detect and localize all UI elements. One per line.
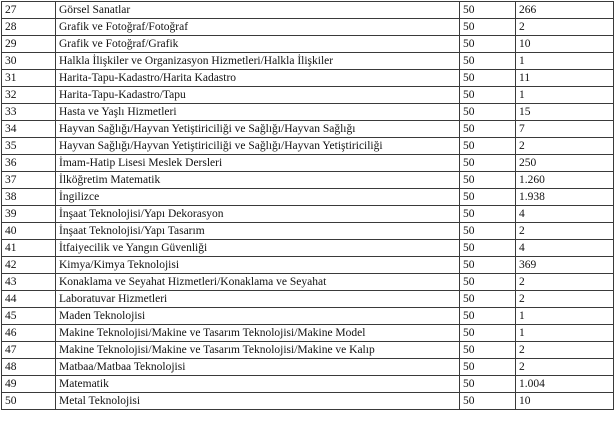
program-name: İngilizce <box>56 189 460 206</box>
program-name: İnşaat Teknolojisi/Yapı Dekorasyon <box>56 206 460 223</box>
count-value: 4 <box>516 240 614 257</box>
count-value: 4 <box>516 206 614 223</box>
quota-value: 50 <box>460 223 516 240</box>
program-name: Halkla İlişkiler ve Organizasyon Hizmetleri/Halkla İlişkiler <box>56 53 460 70</box>
table-row <box>2 155 614 172</box>
count-value: 2 <box>516 274 614 291</box>
program-name: Grafik ve Fotoğraf/Fotoğraf <box>56 19 460 36</box>
quota-value: 50 <box>460 206 516 223</box>
program-name: Grafik ve Fotoğraf/Grafik <box>56 36 460 53</box>
table-row <box>2 121 614 138</box>
program-name: Metal Teknolojisi <box>56 393 460 410</box>
quota-value: 50 <box>460 325 516 342</box>
table-row <box>2 206 614 223</box>
program-name: Makine Teknolojisi/Makine ve Tasarım Teknolojisi/Makine Model <box>56 325 460 342</box>
table-row <box>2 376 614 393</box>
quota-value: 50 <box>460 138 516 155</box>
count-value: 2 <box>516 19 614 36</box>
table-row <box>2 87 614 104</box>
table-row <box>2 393 614 410</box>
program-name: Hayvan Sağlığı/Hayvan Yetiştiriciliği ve Sağlığı/Hayvan Yetiştiriciliği <box>56 138 460 155</box>
quota-value: 50 <box>460 2 516 19</box>
table-row <box>2 308 614 325</box>
count-value: 1.260 <box>516 172 614 189</box>
count-value: 2 <box>516 342 614 359</box>
quota-value: 50 <box>460 53 516 70</box>
table-row <box>2 325 614 342</box>
count-value: 10 <box>516 36 614 53</box>
row-number: 39 <box>2 206 56 223</box>
quota-value: 50 <box>460 274 516 291</box>
quota-value: 50 <box>460 36 516 53</box>
quota-value: 50 <box>460 359 516 376</box>
quota-value: 50 <box>460 189 516 206</box>
table-row <box>2 53 614 70</box>
table-row <box>2 172 614 189</box>
table-row <box>2 274 614 291</box>
row-number: 36 <box>2 155 56 172</box>
table-row <box>2 104 614 121</box>
table-row <box>2 342 614 359</box>
row-number: 30 <box>2 53 56 70</box>
row-number: 34 <box>2 121 56 138</box>
quota-value: 50 <box>460 393 516 410</box>
count-value: 7 <box>516 121 614 138</box>
row-number: 33 <box>2 104 56 121</box>
row-number: 31 <box>2 70 56 87</box>
row-number: 49 <box>2 376 56 393</box>
program-name: İtfaiyecilik ve Yangın Güvenliği <box>56 240 460 257</box>
row-number: 38 <box>2 189 56 206</box>
table-row <box>2 36 614 53</box>
count-value: 2 <box>516 138 614 155</box>
program-name: Laboratuvar Hizmetleri <box>56 291 460 308</box>
quota-value: 50 <box>460 70 516 87</box>
quota-value: 50 <box>460 155 516 172</box>
count-value: 1 <box>516 87 614 104</box>
program-name: Görsel Sanatlar <box>56 2 460 19</box>
row-number: 32 <box>2 87 56 104</box>
count-value: 10 <box>516 393 614 410</box>
table-row <box>2 70 614 87</box>
count-value: 2 <box>516 291 614 308</box>
quota-value: 50 <box>460 257 516 274</box>
program-name: Hayvan Sağlığı/Hayvan Yetiştiriciliği ve Sağlığı/Hayvan Sağlığı <box>56 121 460 138</box>
count-value: 1.938 <box>516 189 614 206</box>
program-name: Hasta ve Yaşlı Hizmetleri <box>56 104 460 121</box>
quota-value: 50 <box>460 104 516 121</box>
row-number: 41 <box>2 240 56 257</box>
row-number: 50 <box>2 393 56 410</box>
table-row <box>2 189 614 206</box>
program-name: İlköğretim Matematik <box>56 172 460 189</box>
program-name: Maden Teknolojisi <box>56 308 460 325</box>
count-value: 1 <box>516 308 614 325</box>
row-number: 44 <box>2 291 56 308</box>
row-number: 46 <box>2 325 56 342</box>
program-name: İmam-Hatip Lisesi Meslek Dersleri <box>56 155 460 172</box>
row-number: 42 <box>2 257 56 274</box>
row-number: 40 <box>2 223 56 240</box>
table-row <box>2 257 614 274</box>
program-name: Matematik <box>56 376 460 393</box>
program-name: Harita-Tapu-Kadastro/Harita Kadastro <box>56 70 460 87</box>
count-value: 2 <box>516 223 614 240</box>
program-name: Harita-Tapu-Kadastro/Tapu <box>56 87 460 104</box>
program-name: Matbaa/Matbaa Teknolojisi <box>56 359 460 376</box>
row-number: 43 <box>2 274 56 291</box>
row-number: 45 <box>2 308 56 325</box>
quota-value: 50 <box>460 342 516 359</box>
table-row <box>2 2 614 19</box>
count-value: 369 <box>516 257 614 274</box>
count-value: 15 <box>516 104 614 121</box>
program-name: Kimya/Kimya Teknolojisi <box>56 257 460 274</box>
table-row <box>2 138 614 155</box>
count-value: 1 <box>516 325 614 342</box>
row-number: 48 <box>2 359 56 376</box>
data-table <box>1 1 614 410</box>
quota-value: 50 <box>460 308 516 325</box>
quota-value: 50 <box>460 172 516 189</box>
row-number: 27 <box>2 2 56 19</box>
count-value: 250 <box>516 155 614 172</box>
program-name: İnşaat Teknolojisi/Yapı Tasarım <box>56 223 460 240</box>
table-row <box>2 291 614 308</box>
row-number: 35 <box>2 138 56 155</box>
count-value: 11 <box>516 70 614 87</box>
table-row <box>2 240 614 257</box>
table-body <box>2 2 614 410</box>
quota-value: 50 <box>460 121 516 138</box>
count-value: 1 <box>516 53 614 70</box>
quota-value: 50 <box>460 19 516 36</box>
table-row <box>2 19 614 36</box>
quota-value: 50 <box>460 240 516 257</box>
count-value: 1.004 <box>516 376 614 393</box>
quota-value: 50 <box>460 291 516 308</box>
row-number: 37 <box>2 172 56 189</box>
quota-value: 50 <box>460 376 516 393</box>
program-name: Makine Teknolojisi/Makine ve Tasarım Teknolojisi/Makine ve Kalıp <box>56 342 460 359</box>
table-row <box>2 223 614 240</box>
row-number: 47 <box>2 342 56 359</box>
row-number: 29 <box>2 36 56 53</box>
count-value: 266 <box>516 2 614 19</box>
count-value: 2 <box>516 359 614 376</box>
table-row <box>2 359 614 376</box>
program-name: Konaklama ve Seyahat Hizmetleri/Konaklama ve Seyahat <box>56 274 460 291</box>
row-number: 28 <box>2 19 56 36</box>
quota-value: 50 <box>460 87 516 104</box>
